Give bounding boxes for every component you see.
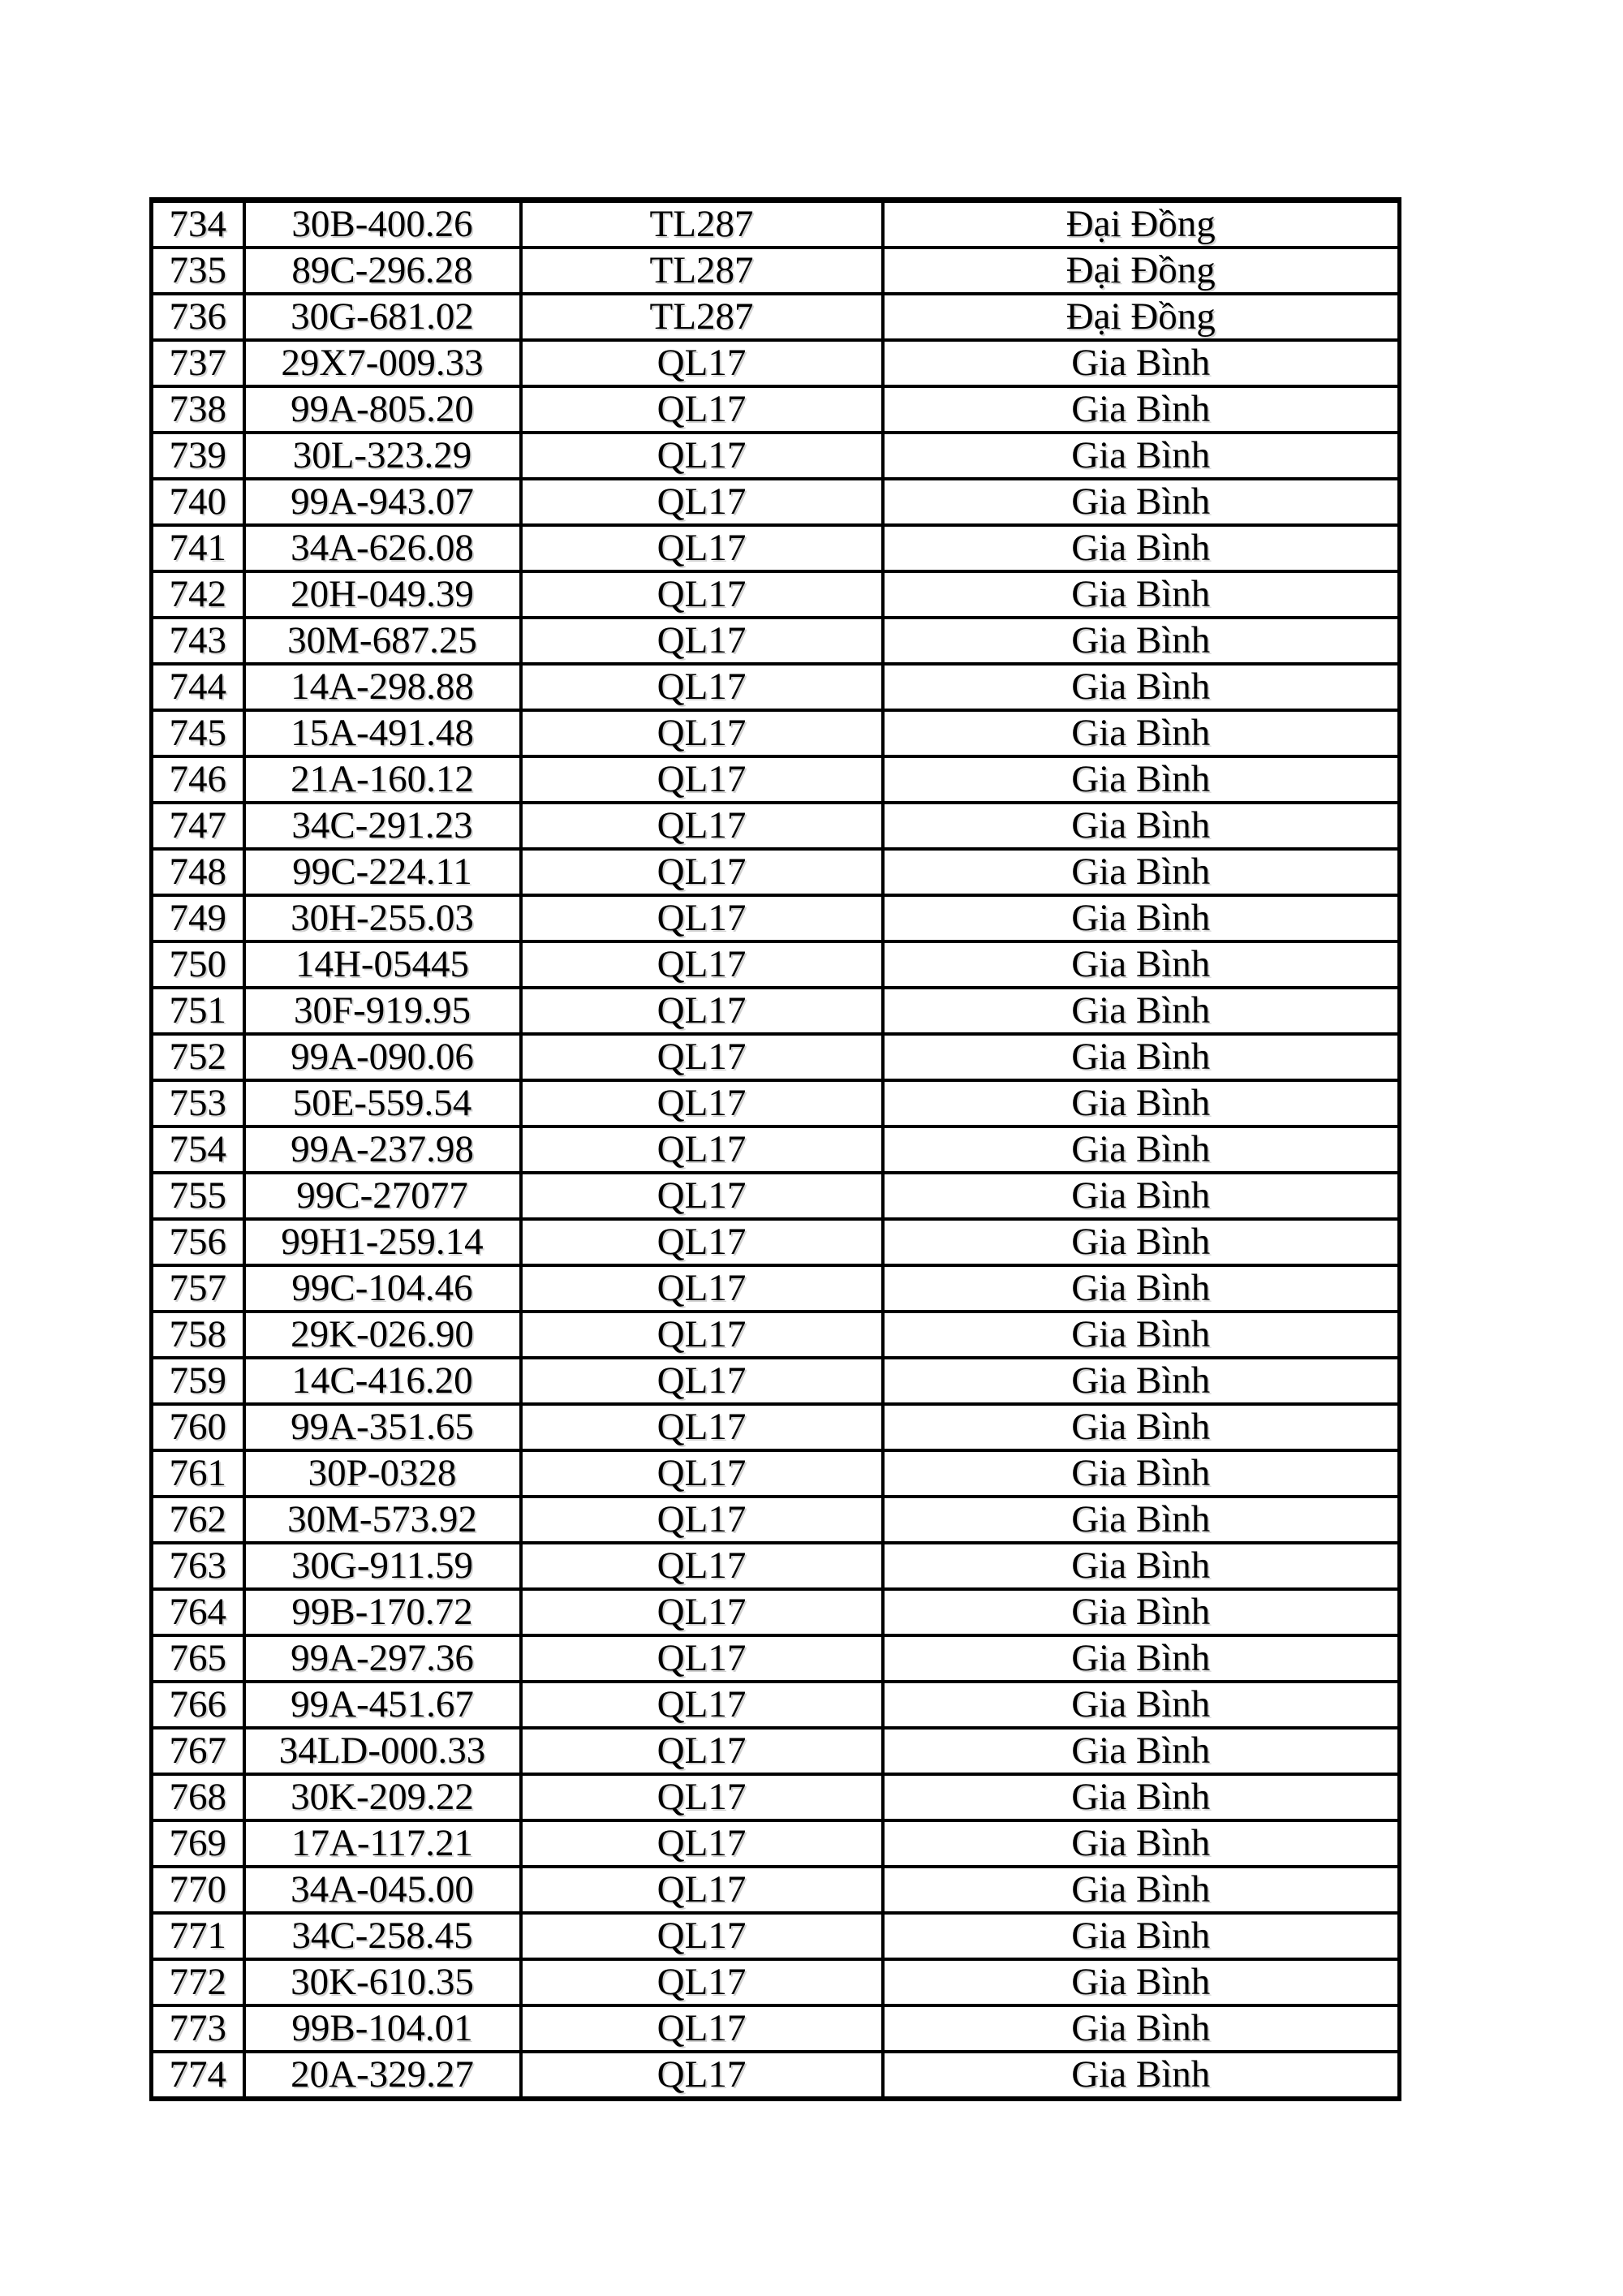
location-cell: Gia Bình: [883, 1265, 1400, 1312]
plate-number-cell: 21A-160.12: [244, 756, 521, 803]
road-code-cell: QL17: [521, 1728, 883, 1774]
plate-number-cell: 15A-491.48: [244, 710, 521, 756]
location-cell: Gia Bình: [883, 1635, 1400, 1682]
row-index-cell: 771: [152, 1913, 244, 1959]
table-row: [152, 433, 1400, 479]
row-index-cell: 743: [152, 618, 244, 664]
row-index-cell: 761: [152, 1450, 244, 1497]
row-index-cell: 737: [152, 340, 244, 386]
road-code-cell: QL17: [521, 433, 883, 479]
table-row: [152, 1635, 1400, 1682]
vehicle-plate-table: [149, 197, 1401, 2101]
plate-number-cell: 99A-451.67: [244, 1682, 521, 1728]
table-row: [152, 571, 1400, 618]
road-code-cell: QL17: [521, 1820, 883, 1867]
table-row: [152, 1682, 1400, 1728]
plate-number-cell: 30B-400.26: [244, 200, 521, 248]
road-code-cell: QL17: [521, 618, 883, 664]
table-row: [152, 1959, 1400, 2005]
location-cell: Gia Bình: [883, 2052, 1400, 2099]
road-code-cell: TL287: [521, 200, 883, 248]
row-index-cell: 768: [152, 1774, 244, 1820]
location-cell: Gia Bình: [883, 386, 1400, 433]
row-index-cell: 748: [152, 849, 244, 895]
location-cell: Gia Bình: [883, 664, 1400, 710]
row-index-cell: 750: [152, 941, 244, 988]
location-cell: Đại Đồng: [883, 200, 1400, 248]
row-index-cell: 758: [152, 1312, 244, 1358]
plate-number-cell: 34LD-000.33: [244, 1728, 521, 1774]
row-index-cell: 772: [152, 1959, 244, 2005]
plate-number-cell: 34A-045.00: [244, 1867, 521, 1913]
row-index-cell: 747: [152, 803, 244, 849]
location-cell: Gia Bình: [883, 1682, 1400, 1728]
location-cell: Gia Bình: [883, 1126, 1400, 1173]
plate-number-cell: 29K-026.90: [244, 1312, 521, 1358]
table-row: [152, 849, 1400, 895]
road-code-cell: QL17: [521, 1312, 883, 1358]
road-code-cell: QL17: [521, 1265, 883, 1312]
table-row: [152, 618, 1400, 664]
table-row: [152, 941, 1400, 988]
plate-number-cell: 30K-209.22: [244, 1774, 521, 1820]
table-row: [152, 1728, 1400, 1774]
plate-number-cell: 99A-943.07: [244, 479, 521, 525]
road-code-cell: QL17: [521, 1450, 883, 1497]
location-cell: Gia Bình: [883, 525, 1400, 571]
location-cell: Gia Bình: [883, 1450, 1400, 1497]
table-row: [152, 2005, 1400, 2052]
location-cell: Gia Bình: [883, 710, 1400, 756]
road-code-cell: QL17: [521, 1635, 883, 1682]
road-code-cell: QL17: [521, 1682, 883, 1728]
plate-number-cell: 34A-626.08: [244, 525, 521, 571]
table-row: [152, 1265, 1400, 1312]
location-cell: Gia Bình: [883, 1358, 1400, 1404]
location-cell: Gia Bình: [883, 1497, 1400, 1543]
location-cell: Đại Đồng: [883, 248, 1400, 294]
road-code-cell: QL17: [521, 1913, 883, 1959]
table-row: [152, 988, 1400, 1034]
table-row: [152, 1820, 1400, 1867]
row-index-cell: 752: [152, 1034, 244, 1080]
row-index-cell: 739: [152, 433, 244, 479]
road-code-cell: QL17: [521, 664, 883, 710]
table-row: [152, 200, 1400, 248]
row-index-cell: 770: [152, 1867, 244, 1913]
plate-number-cell: 99C-104.46: [244, 1265, 521, 1312]
plate-number-cell: 17A-117.21: [244, 1820, 521, 1867]
row-index-cell: 745: [152, 710, 244, 756]
row-index-cell: 760: [152, 1404, 244, 1450]
plate-number-cell: 20H-049.39: [244, 571, 521, 618]
road-code-cell: QL17: [521, 1219, 883, 1265]
row-index-cell: 746: [152, 756, 244, 803]
row-index-cell: 742: [152, 571, 244, 618]
location-cell: Gia Bình: [883, 1543, 1400, 1589]
plate-number-cell: 99A-090.06: [244, 1034, 521, 1080]
plate-number-cell: 99C-27077: [244, 1173, 521, 1219]
table-row: [152, 340, 1400, 386]
location-cell: Gia Bình: [883, 618, 1400, 664]
road-code-cell: QL17: [521, 1589, 883, 1635]
table-body: [152, 200, 1400, 2100]
road-code-cell: QL17: [521, 2005, 883, 2052]
row-index-cell: 741: [152, 525, 244, 571]
row-index-cell: 769: [152, 1820, 244, 1867]
plate-number-cell: 30M-687.25: [244, 618, 521, 664]
location-cell: Gia Bình: [883, 1913, 1400, 1959]
plate-number-cell: 34C-291.23: [244, 803, 521, 849]
road-code-cell: QL17: [521, 941, 883, 988]
row-index-cell: 734: [152, 200, 244, 248]
row-index-cell: 764: [152, 1589, 244, 1635]
plate-number-cell: 20A-329.27: [244, 2052, 521, 2099]
table-row: [152, 1173, 1400, 1219]
row-index-cell: 757: [152, 1265, 244, 1312]
plate-number-cell: 14C-416.20: [244, 1358, 521, 1404]
table-row: [152, 479, 1400, 525]
road-code-cell: QL17: [521, 525, 883, 571]
plate-number-cell: 29X7-009.33: [244, 340, 521, 386]
road-code-cell: QL17: [521, 1173, 883, 1219]
row-index-cell: 763: [152, 1543, 244, 1589]
road-code-cell: QL17: [521, 1126, 883, 1173]
road-code-cell: QL17: [521, 1034, 883, 1080]
location-cell: Gia Bình: [883, 988, 1400, 1034]
table-row: [152, 803, 1400, 849]
plate-number-cell: 30F-919.95: [244, 988, 521, 1034]
location-cell: Gia Bình: [883, 433, 1400, 479]
row-index-cell: 755: [152, 1173, 244, 1219]
table-row: [152, 1312, 1400, 1358]
road-code-cell: QL17: [521, 1774, 883, 1820]
table-row: [152, 2052, 1400, 2099]
plate-number-cell: 50E-559.54: [244, 1080, 521, 1126]
location-cell: Gia Bình: [883, 1173, 1400, 1219]
road-code-cell: QL17: [521, 803, 883, 849]
plate-number-cell: 30P-0328: [244, 1450, 521, 1497]
table-row: [152, 1450, 1400, 1497]
table-row: [152, 895, 1400, 941]
location-cell: Gia Bình: [883, 1728, 1400, 1774]
plate-number-cell: 14H-05445: [244, 941, 521, 988]
row-index-cell: 756: [152, 1219, 244, 1265]
location-cell: Gia Bình: [883, 1034, 1400, 1080]
table-row: [152, 1867, 1400, 1913]
row-index-cell: 767: [152, 1728, 244, 1774]
table-row: [152, 248, 1400, 294]
plate-number-cell: 30H-255.03: [244, 895, 521, 941]
row-index-cell: 744: [152, 664, 244, 710]
road-code-cell: QL17: [521, 1497, 883, 1543]
location-cell: Gia Bình: [883, 941, 1400, 988]
location-cell: Gia Bình: [883, 1820, 1400, 1867]
location-cell: Đại Đồng: [883, 294, 1400, 340]
road-code-cell: QL17: [521, 2052, 883, 2099]
plate-number-cell: 30L-323.29: [244, 433, 521, 479]
row-index-cell: 765: [152, 1635, 244, 1682]
table-row: [152, 1080, 1400, 1126]
plate-number-cell: 99C-224.11: [244, 849, 521, 895]
location-cell: Gia Bình: [883, 1959, 1400, 2005]
road-code-cell: TL287: [521, 294, 883, 340]
row-index-cell: 773: [152, 2005, 244, 2052]
plate-number-cell: 34C-258.45: [244, 1913, 521, 1959]
row-index-cell: 753: [152, 1080, 244, 1126]
location-cell: Gia Bình: [883, 756, 1400, 803]
row-index-cell: 738: [152, 386, 244, 433]
location-cell: Gia Bình: [883, 1312, 1400, 1358]
table-row: [152, 1358, 1400, 1404]
plate-number-cell: 30K-610.35: [244, 1959, 521, 2005]
plate-number-cell: 30G-681.02: [244, 294, 521, 340]
row-index-cell: 754: [152, 1126, 244, 1173]
road-code-cell: QL17: [521, 756, 883, 803]
table-row: [152, 386, 1400, 433]
table-row: [152, 525, 1400, 571]
location-cell: Gia Bình: [883, 479, 1400, 525]
table-row: [152, 1589, 1400, 1635]
row-index-cell: 766: [152, 1682, 244, 1728]
location-cell: Gia Bình: [883, 849, 1400, 895]
road-code-cell: QL17: [521, 571, 883, 618]
table-row: [152, 1543, 1400, 1589]
plate-number-cell: 30M-573.92: [244, 1497, 521, 1543]
road-code-cell: QL17: [521, 710, 883, 756]
location-cell: Gia Bình: [883, 1867, 1400, 1913]
table-row: [152, 1404, 1400, 1450]
road-code-cell: QL17: [521, 386, 883, 433]
road-code-cell: QL17: [521, 895, 883, 941]
table-row: [152, 710, 1400, 756]
location-cell: Gia Bình: [883, 1774, 1400, 1820]
plate-number-cell: 99H1-259.14: [244, 1219, 521, 1265]
location-cell: Gia Bình: [883, 340, 1400, 386]
road-code-cell: QL17: [521, 1080, 883, 1126]
table-row: [152, 294, 1400, 340]
row-index-cell: 736: [152, 294, 244, 340]
location-cell: Gia Bình: [883, 1589, 1400, 1635]
table-row: [152, 1126, 1400, 1173]
row-index-cell: 740: [152, 479, 244, 525]
row-index-cell: 749: [152, 895, 244, 941]
road-code-cell: QL17: [521, 1404, 883, 1450]
row-index-cell: 759: [152, 1358, 244, 1404]
row-index-cell: 751: [152, 988, 244, 1034]
location-cell: Gia Bình: [883, 2005, 1400, 2052]
location-cell: Gia Bình: [883, 571, 1400, 618]
road-code-cell: QL17: [521, 479, 883, 525]
location-cell: Gia Bình: [883, 895, 1400, 941]
plate-number-cell: 30G-911.59: [244, 1543, 521, 1589]
table-row: [152, 1219, 1400, 1265]
plate-number-cell: 99A-351.65: [244, 1404, 521, 1450]
table-row: [152, 1774, 1400, 1820]
road-code-cell: QL17: [521, 988, 883, 1034]
road-code-cell: QL17: [521, 1959, 883, 2005]
plate-number-cell: 99A-237.98: [244, 1126, 521, 1173]
row-index-cell: 735: [152, 248, 244, 294]
road-code-cell: QL17: [521, 1543, 883, 1589]
row-index-cell: 774: [152, 2052, 244, 2099]
location-cell: Gia Bình: [883, 1219, 1400, 1265]
road-code-cell: QL17: [521, 1358, 883, 1404]
plate-number-cell: 14A-298.88: [244, 664, 521, 710]
road-code-cell: QL17: [521, 1867, 883, 1913]
location-cell: Gia Bình: [883, 1080, 1400, 1126]
plate-number-cell: 99B-170.72: [244, 1589, 521, 1635]
plate-number-cell: 99B-104.01: [244, 2005, 521, 2052]
table-row: [152, 664, 1400, 710]
road-code-cell: TL287: [521, 248, 883, 294]
road-code-cell: QL17: [521, 340, 883, 386]
plate-number-cell: 99A-297.36: [244, 1635, 521, 1682]
table-row: [152, 756, 1400, 803]
table-row: [152, 1913, 1400, 1959]
road-code-cell: QL17: [521, 849, 883, 895]
plate-number-cell: 89C-296.28: [244, 248, 521, 294]
plate-number-cell: 99A-805.20: [244, 386, 521, 433]
table-row: [152, 1497, 1400, 1543]
row-index-cell: 762: [152, 1497, 244, 1543]
table-row: [152, 1034, 1400, 1080]
location-cell: Gia Bình: [883, 1404, 1400, 1450]
location-cell: Gia Bình: [883, 803, 1400, 849]
